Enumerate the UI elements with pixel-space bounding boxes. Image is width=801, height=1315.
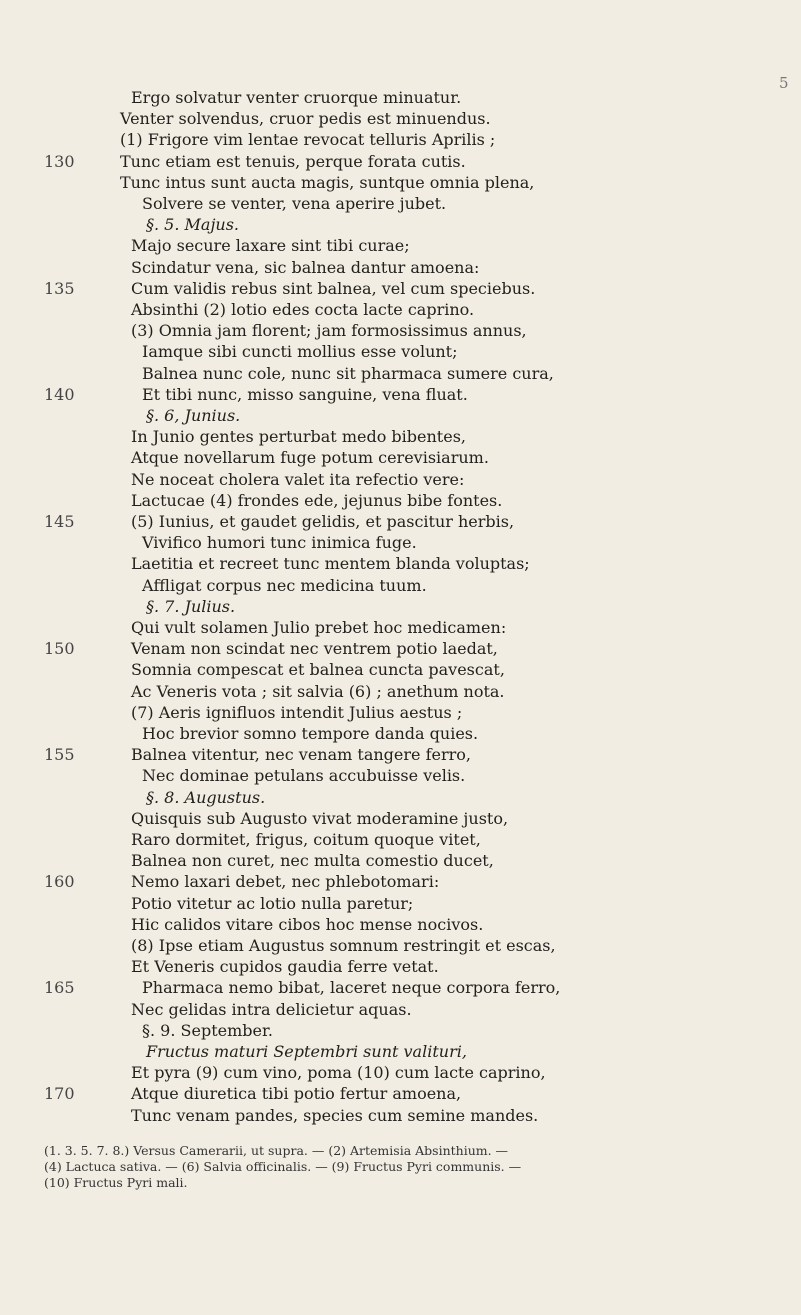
verse-line: Qui vult solamen Julio prebet hoc medicamen: [131,618,507,637]
verse-line: Nemo laxari debet, nec phlebotomari: [131,872,440,892]
footnote-line: (1. 3. 5. 7. 8.) Versus Camerarii, ut supra. — (2) Artemisia Absinthium. — [44,1143,509,1158]
verse-line: Et Veneris cupidos gaudia ferre vetat. [131,957,439,977]
verse-line: Ne noceat cholera valet ita refectio vere: [131,469,465,489]
footnote-separator [44,1136,744,1137]
verse-line: Tunc venam pandes, species cum semine mandes. [131,1105,539,1125]
verse-line: Scindatur vena, sic balnea dantur amoena: [131,257,480,277]
line-number: 155 [44,745,75,765]
section-heading: §. 5. Majus. [146,215,240,235]
verse-line: Potio vitetur ac lotio nulla paretur; [131,893,414,913]
verse-line: Vivifico humori tunc inimica fuge. [142,533,417,553]
page-number: 5 [779,74,789,92]
verse-line: Balnea non curet, nec multa comestio ducet, [131,851,494,871]
verse-line: Hic calidos vitare cibos hoc mense nocivos. [131,914,484,934]
verse-line: Lactucae (4) frondes ede, jejunus bibe fontes. [131,490,503,510]
verse-line: Atque novellarum fuge potum cerevisiarum. [131,448,489,468]
verse-line: Cum validis rebus sint balnea, vel cum speciebus. [131,278,536,298]
section-heading: §. 6, Junius. [146,406,241,425]
verse-line: Ergo solvatur venter cruorque minuatur. [131,88,462,107]
verse-line: Quisquis sub Augusto vivat moderamine justo, [131,808,509,828]
verse-line: Atque diuretica tibi potio fertur amoena, [131,1084,462,1104]
verse-line: Venam non scindat nec ventrem potio laedat, [131,639,498,659]
verse-line: Balnea vitentur, nec venam tangere ferro, [131,745,471,765]
verse-line: Et pyra (9) cum vino, poma (10) cum lacte caprino, [131,1063,546,1083]
verse-line: Iamque sibi cuncti mollius esse volunt; [142,342,458,362]
footnote-line: (10) Fructus Pyri mali. [44,1175,188,1190]
verse-line: (3) Omnia jam florent; jam formosissimus annus, [131,321,527,341]
verse-line: Hoc brevior somno tempore danda quies. [142,724,479,743]
line-number: 140 [44,384,75,404]
verse-line: Somnia compescat et balnea cuncta pavescat, [131,660,505,680]
line-number: 165 [44,978,75,998]
verse-line: Venter solvendus, cruor pedis est minuendus. [120,109,491,129]
verse-line: (5) Iunius, et gaudet gelidis, et pascitur herbis, [131,512,515,531]
verse-line: Nec dominae petulans accubuisse velis. [142,766,466,786]
verse-line: (7) Aeris ignifluos intendit Julius aestus ; [131,702,463,722]
line-number: 170 [44,1084,75,1104]
verse-line: §. 9. September. [142,1020,273,1040]
verse-line: Balnea nunc cole, nunc sit pharmaca sumere cura, [142,363,554,383]
verse-line: Affligat corpus nec medicina tuum. [142,575,427,595]
line-number: 150 [44,639,75,659]
footnote-line: (4) Lactuca sativa. — (6) Salvia officinalis. — (9) Fructus Pyri communis. — [44,1159,522,1174]
section-heading: §. 7. Julius. [146,596,236,616]
verse-line: Majo secure laxare sint tibi curae; [131,236,410,256]
section-heading: Fructus maturi Septembri sunt valituri, [146,1042,467,1061]
verse-line: Absinthi (2) lotio edes cocta lacte caprino. [131,300,475,319]
verse-line: Et tibi nunc, misso sanguine, vena fluat. [142,384,468,404]
line-number: 145 [44,512,75,531]
verse-line: Pharmaca nemo bibat, laceret neque corpora ferro, [142,978,561,998]
verse-line: (8) Ipse etiam Augustus somnum restringit et escas, [131,936,556,955]
line-number: 130 [44,151,75,171]
verse-line: Raro dormitet, frigus, coitum quoque vitet, [131,830,481,849]
section-heading: §. 8. Augustus. [146,787,266,807]
verse-line: Nec gelidas intra delicietur aquas. [131,999,412,1019]
line-number: 160 [44,872,75,892]
verse-line: Tunc intus sunt aucta magis, suntque omnia plena, [120,172,535,192]
verse-line: In Junio gentes perturbat medo bibentes, [131,427,466,447]
verse-line: Solvere se venter, vena aperire jubet. [142,194,447,213]
verse-line: Ac Veneris vota ; sit salvia (6) ; anethum nota. [131,681,505,701]
verse-line: (1) Frigore vim lentae revocat telluris Aprilis ; [120,130,496,150]
verse-line: Tunc etiam est tenuis, perque forata cutis. [120,151,466,171]
verse-line: Laetitia et recreet tunc mentem blanda voluptas; [131,554,530,574]
line-number: 135 [44,278,75,298]
